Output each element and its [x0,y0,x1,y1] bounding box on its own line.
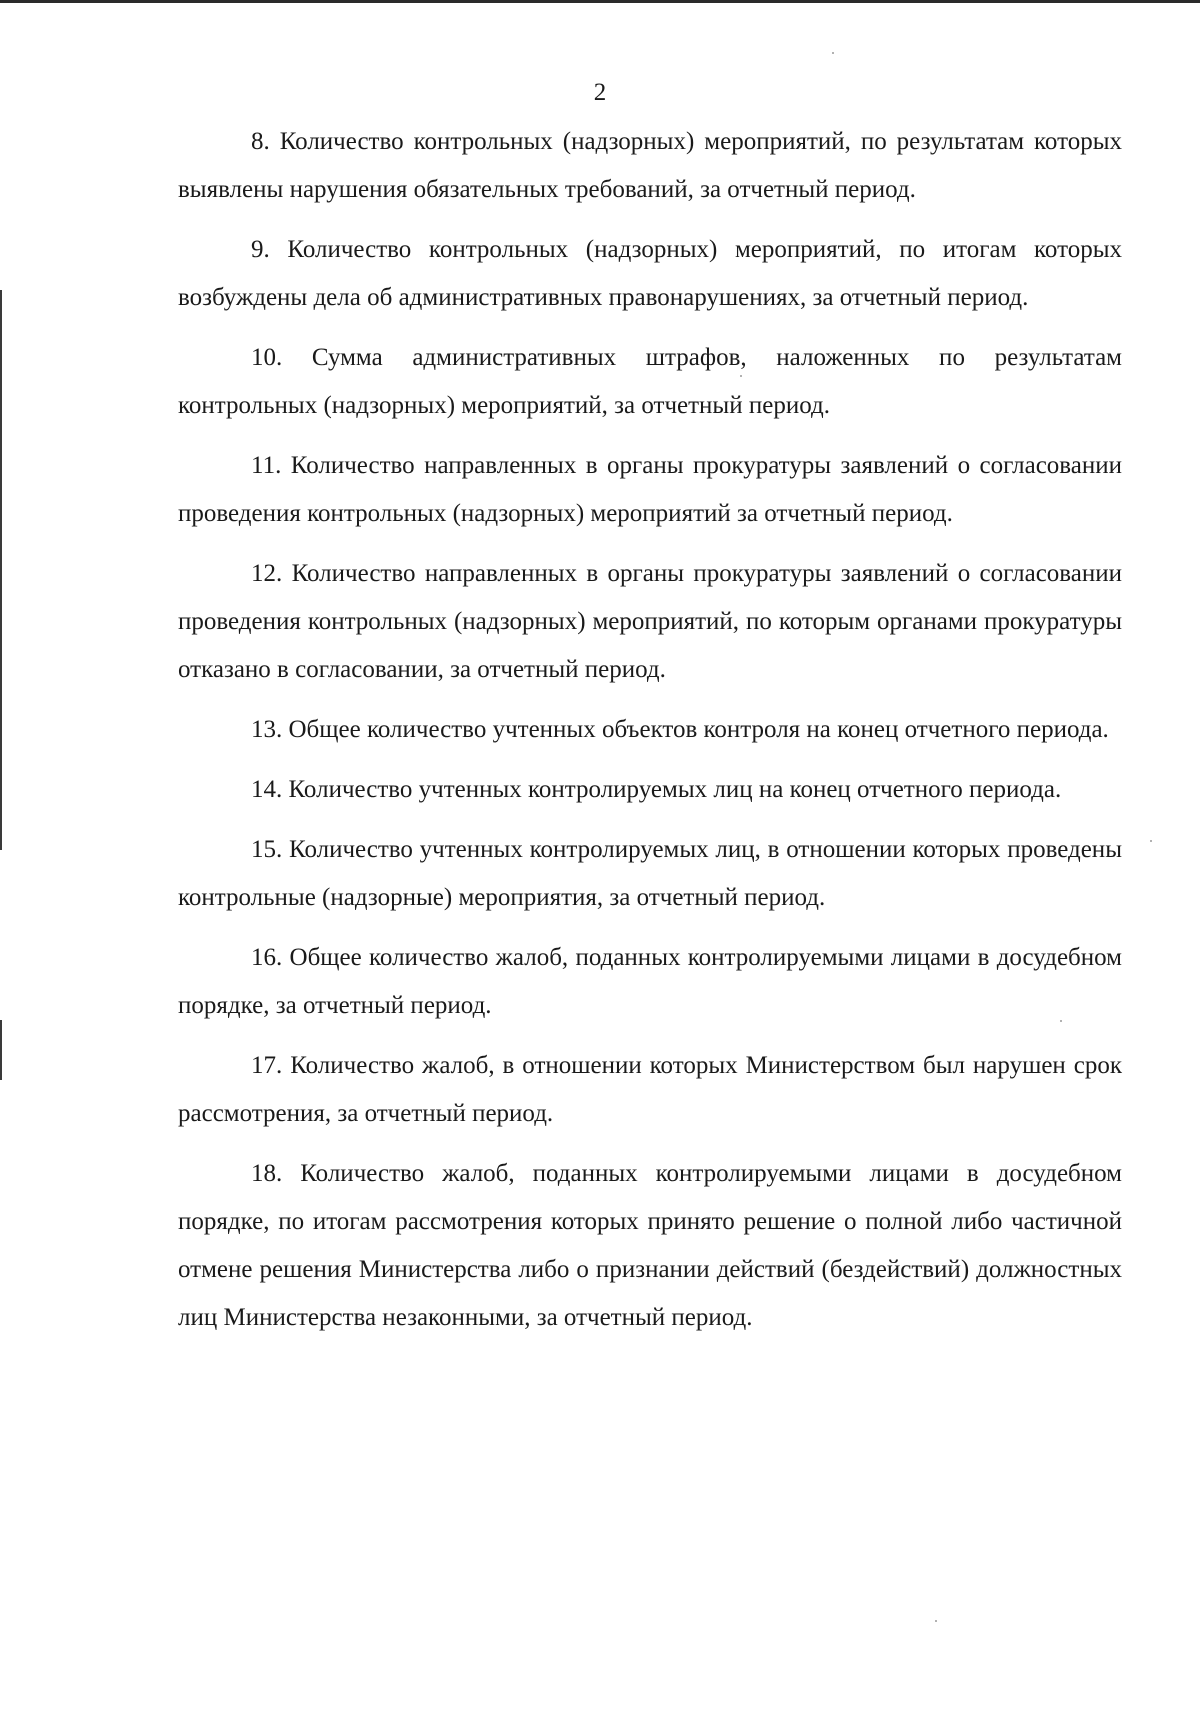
list-item-11: 11. Количество направленных в органы прокуратуры заявлений о согласовании проведения контрольных (надзорных) мероприятий за отчетный период. [178,452,1122,527]
list-item-10: 10. Сумма административных штрафов, наложенных по результатам контрольных (надзорных) мероприятий, за отчетный период. [178,344,1122,419]
scan-speck [832,52,834,54]
scan-left-mark [0,290,2,850]
document-body [178,118,1122,1354]
list-item-12: 12. Количество направленных в органы прокуратуры заявлений о согласовании проведения контрольных (надзорных) мероприятий, по которым органами прокуратуры отказано в согласовании, за отчетный период. [178,560,1122,683]
list-item-8: 8. Количество контрольных (надзорных) мероприятий, по результатам которых выявлены нарушения обязательных требований, за отчетный период. [178,128,1122,203]
list-item-13: 13. Общее количество учтенных объектов контроля на конец отчетного периода. [251,716,1109,743]
scan-top-border [0,0,1200,3]
scan-left-mark [0,1020,2,1080]
page-number: 2 [593,79,607,106]
scan-speck [1150,840,1152,842]
list-item-14: 14. Количество учтенных контролируемых лиц на конец отчетного периода. [251,776,1062,803]
list-item-16: 16. Общее количество жалоб, поданных контролируемыми лицами в досудебном порядке, за отчетный период. [178,944,1122,1019]
list-item-17: 17. Количество жалоб, в отношении которых Министерством был нарушен срок рассмотрения, за отчетный период. [178,1052,1122,1127]
list-item-18: 18. Количество жалоб, поданных контролируемыми лицами в досудебном порядке, по итогам рассмотрения которых принято решение о полной либо частичной отмене решения Министерства либо о признании действий (бездействий) должностных лиц Министерства незаконными, за отчетный период. [178,1160,1122,1331]
list-item-15: 15. Количество учтенных контролируемых лиц, в отношении которых проведены контрольные (надзорные) мероприятия, за отчетный период. [178,836,1122,911]
scan-speck [935,1620,937,1622]
list-item-9: 9. Количество контрольных (надзорных) мероприятий, по итогам которых возбуждены дела об административных правонарушениях, за отчетный период. [178,236,1122,311]
